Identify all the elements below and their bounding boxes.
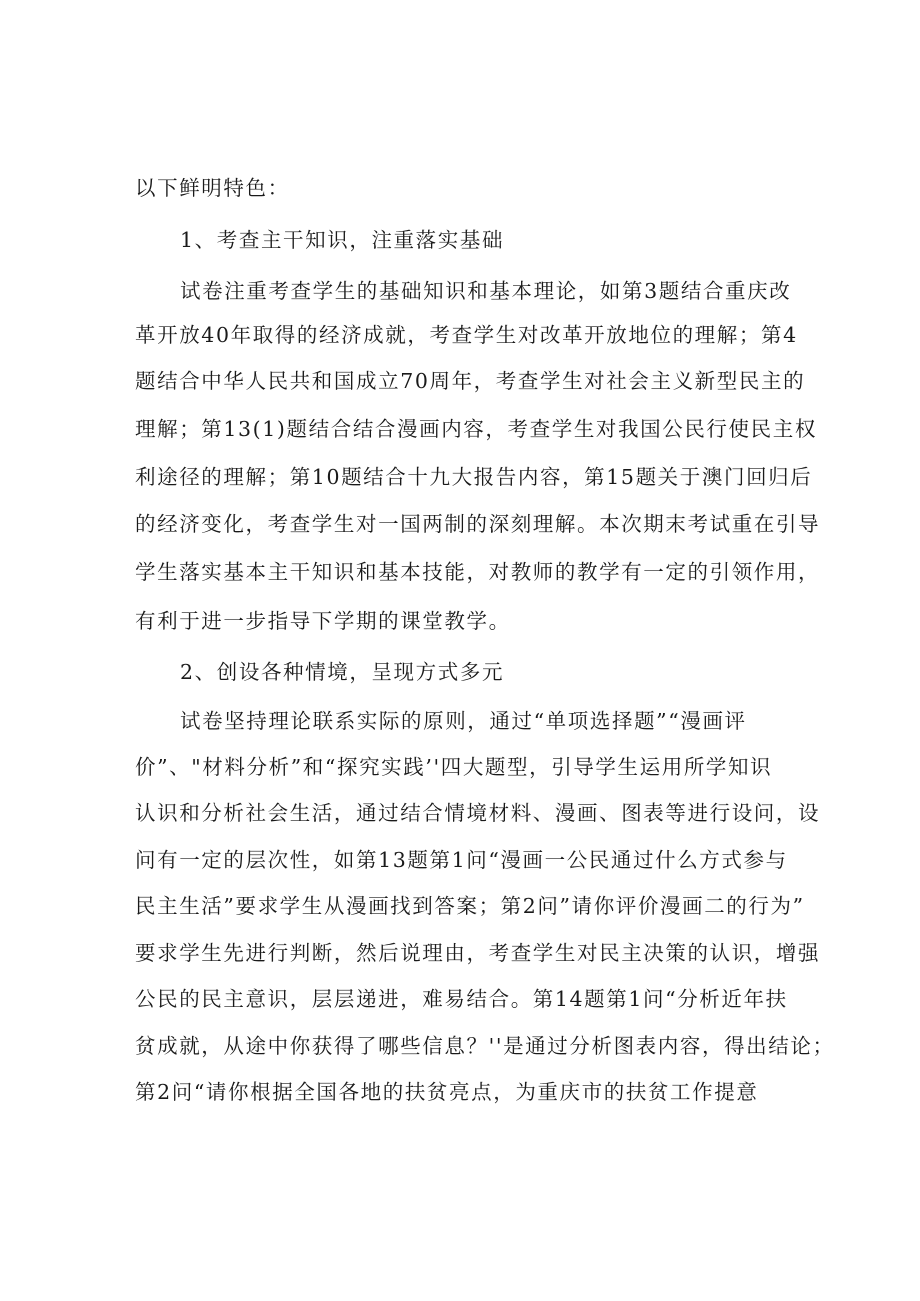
paragraph-1-line-3: 题结合中华人民共和国成立70周年，考查学生对社会主义新型民主的	[135, 369, 806, 393]
paragraph-1-line-5: 利途径的理解；第10题结合十九大报告内容，第15题关于澳门回归后	[135, 465, 813, 489]
paragraph-1-line-2: 革开放40年取得的经济成就，考查学生对改革开放地位的理解；第4	[135, 323, 798, 347]
paragraph-2-line-4: 问有一定的层次性，如第13题第1问“漫画一公民通过什么方式参与	[135, 848, 788, 872]
paragraph-2-line-8: 贫成就，从途中你获得了哪些信息？''是通过分析图表内容，得出结论；	[135, 1034, 835, 1058]
paragraph-1-line-1: 试卷注重考查学生的基础知识和基本理论，如第3题结合重庆改	[180, 279, 792, 303]
paragraph-2-line-2: 价”、"材料分析”和“探究实践’'四大题型，引导学生运用所学知识	[135, 755, 773, 779]
paragraph-2-line-1: 试卷坚持理论联系实际的原则，通过“单项选择题”“漫画评	[180, 709, 747, 733]
section-heading-1: 1、考查主干知识，注重落实基础	[180, 228, 505, 252]
paragraph-2-line-7: 公民的民主意识，层层递进，难易结合。第14题第1问“分析近年扶	[135, 987, 788, 1011]
paragraph-1-line-7: 学生落实基本主干知识和基本技能，对教师的教学有一定的引领作用，	[135, 560, 821, 584]
paragraph-1-line-8: 有利于进一步指导下学期的课堂教学。	[135, 609, 511, 633]
paragraph-2-line-3: 认识和分析社会生活，通过结合情境材料、漫画、图表等进行设问，设	[135, 801, 821, 825]
paragraph-2-line-5: 民主生活”要求学生从漫画找到答案；第2问”请你评价漫画二的行为”	[135, 894, 805, 918]
paragraph-1-line-4: 理解；第13(1)题结合结合漫画内容，考查学生对我国公民行使民主权	[135, 417, 817, 441]
paragraph-1-line-6: 的经济变化，考查学生对一国两制的深刻理解。本次期末考试重在引导	[135, 512, 821, 536]
text-line-1: 以下鲜明特色：	[135, 176, 290, 200]
paragraph-2-line-9: 第2问“请你根据全国各地的扶贫亮点，为重庆市的扶贫工作提意	[135, 1080, 759, 1104]
paragraph-2-line-6: 要求学生先进行判断，然后说理由，考查学生对民主决策的认识，增强	[135, 941, 821, 965]
section-heading-2: 2、创设各种情境，呈现方式多元	[180, 660, 505, 684]
